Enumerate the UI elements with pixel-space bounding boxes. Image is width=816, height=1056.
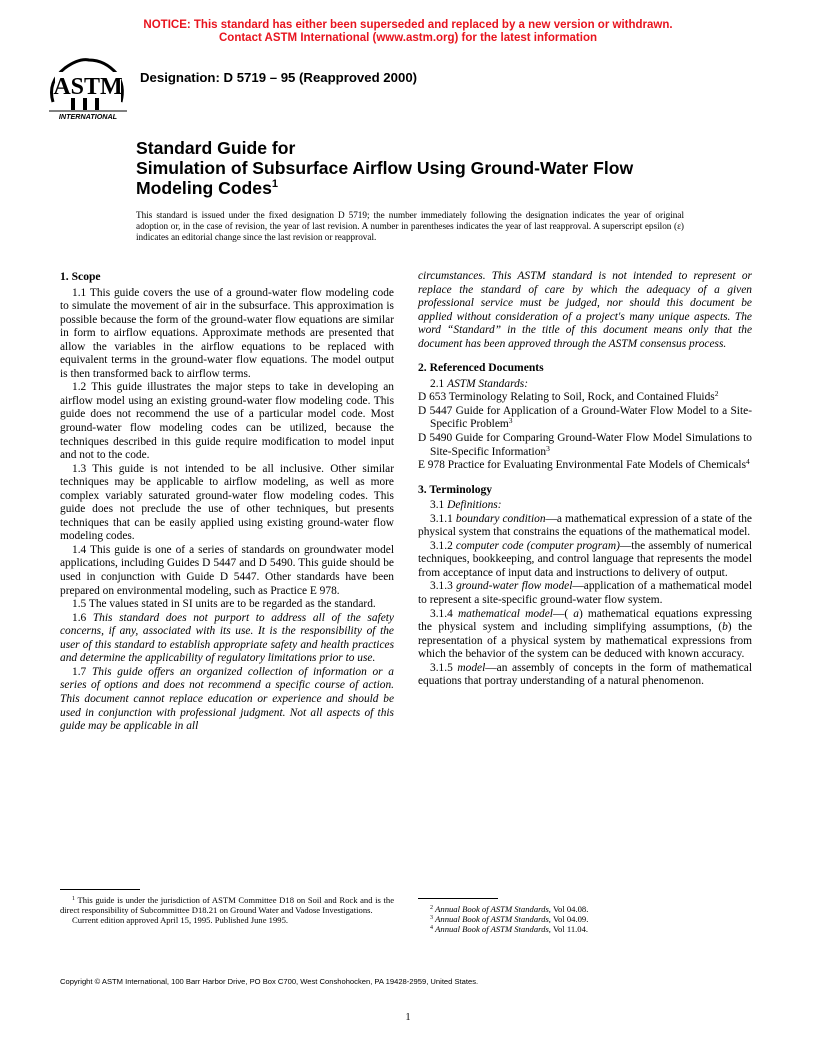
- left-column: [60, 270, 394, 734]
- paragraph-1-6-text: This standard does not purport to address all of the safety concerns, if any, associated with its use. It is the responsibility of the user of this standard to establish appropriate safety and health practices and determine the applicability of regulatory limitations prior to use.: [60, 611, 394, 665]
- page-number: 1: [405, 1012, 411, 1023]
- definition-item: 3.1.3 ground-water flow model—application of a mathematical model to represent a site-specific ground-water flow system.: [418, 580, 752, 607]
- paragraph-1-7-text: This guide offers an organized collection of information or a series of options and does not recommend a specific course of action. This document cannot replace education or experience and should be used in conjunction with professional judgment. Not all aspects of this guide may be applicable in all: [60, 665, 394, 733]
- footnote-1: $^1$ This guide is under the jurisdiction of ASTM Committee D18 on Soil and Rock and is the direct responsibility of Subcommittee D18.21 on Ground Water and Vadose Investigations.: [60, 895, 395, 915]
- designation: Designation: D 5719 – 95 (Reapproved 2000): [140, 70, 418, 85]
- paragraph-1-7-continued: [418, 270, 752, 351]
- footnote-item: $^4$ Annual Book of ASTM Standards, Vol 11.04.: [430, 924, 589, 934]
- logo-text: INTERNATIONAL: [58, 112, 118, 120]
- paragraph-1-6-number: 1.6: [72, 611, 87, 624]
- paragraph-1-2: 1.2 This guide illustrates the major steps to take in developing an airflow model using an existing ground-water flow modeling code. This guide does not recommend the use of a particular model code. Most ground-water flow modeling codes can be utilized, because the techniques described in this guide require modification to model input and not to the code.: [60, 381, 394, 462]
- footnote-1-edition: Current edition approved April 15, 1995. Published June 1995.: [72, 915, 289, 925]
- paragraph-2-1: [418, 378, 752, 392]
- document-title: [136, 138, 736, 198]
- paragraph-2-1-number: 2.1: [430, 377, 445, 390]
- paragraph-1-7-number: 1.7: [72, 665, 87, 678]
- paragraph-1-1: 1.1 This guide covers the use of a ground-water flow modeling code to simulate the movement of air in the subsurface. This approximation is possible because the form of the ground-water flow equations are similar in form to airflow equations. Approximate methods are presented that allow the variables in the airflow equations to be replaced with equivalent terms in the ground-water flow equations. The model output is then transformed back to airflow terms.: [60, 286, 394, 380]
- reference-item: E 978 Practice for Evaluating Environmental Fate Models of Chemicals$^4$: [418, 457, 750, 472]
- withdrawal-notice: [0, 19, 816, 45]
- paragraph-1-7: [60, 666, 394, 734]
- notice-line-2: Contact ASTM International (www.astm.org) for the latest information: [218, 32, 598, 44]
- section-heading-terminology: 3. Terminology: [418, 482, 493, 496]
- title-line-2: Simulation of Subsurface Airflow Using Ground-Water Flow: [136, 158, 634, 178]
- definition-item: 3.1.5 model—an assembly of concepts in the form of mathematical equations that portray understanding of a natural phenomenon.: [418, 661, 752, 688]
- title-line-3: [136, 178, 736, 198]
- title-line-3-text: Modeling Codes: [136, 178, 272, 198]
- definition-item: 3.1.1 boundary condition—a mathematical expression of a state of the physical system that constrains the equations of the mathematical model.: [418, 512, 752, 539]
- footnotes-right: [418, 898, 752, 934]
- svg-text:ASTM: ASTM: [53, 74, 123, 100]
- footnote-item: $^3$ Annual Book of ASTM Standards, Vol 04.09.: [430, 914, 589, 924]
- paragraph-3-1-text: Definitions:: [447, 499, 502, 512]
- reference-item: D 653 Terminology Relating to Soil, Rock, and Contained Fluids$^2$: [418, 389, 719, 404]
- right-column: [418, 270, 752, 689]
- paragraph-1-6: [60, 612, 394, 666]
- definition-item: 3.1.2 computer code (computer program)—the assembly of numerical techniques, bookkeeping, and control language that represents the model from acceptance of input data and instructions to delivery of output.: [418, 539, 752, 579]
- copyright-line: Copyright © ASTM International, 100 Barr Harbor Drive, PO Box C700, West Conshohocken, PA 19428-2959, United States.: [60, 977, 479, 986]
- paragraph-3-1: [418, 499, 752, 513]
- astm-logo: [45, 56, 131, 120]
- paragraph-2-1-text: ASTM Standards:: [447, 377, 529, 390]
- notice-line-1: NOTICE: This standard has either been superseded and replaced by a new version or withdrawn.: [143, 19, 673, 31]
- footnote-item: $^2$ Annual Book of ASTM Standards, Vol 04.08.: [430, 904, 589, 914]
- reference-item: D 5490 Guide for Comparing Ground-Water Flow Model Simulations to Site-Specific Information$^3$: [418, 432, 752, 458]
- paragraph-1-3: 1.3 This guide is not intended to be all inclusive. Other similar techniques may be applicable to airflow modeling, as well as more complex variably saturated ground-water flow modeling codes. This guide does not preclude the use of other techniques, but presents techniques that can be easily applied using existing ground-water flow modeling codes.: [60, 462, 394, 543]
- reference-item: D 5447 Guide for Application of a Ground-Water Flow Model to a Site-Specific Problem$^3$: [418, 404, 752, 431]
- paragraph-1-7-continued-text: circumstances. This ASTM standard is not intended to represent or replace the standard of care by which the adequacy of a given professional service must be judged, nor should this document be applied without consideration of a project's many unique aspects. The word “Standard” in the title of this document means only that the document has been approved through the ASTM consensus process.: [418, 270, 752, 350]
- paragraph-1-5: 1.5 The values stated in SI units are to be regarded as the standard.: [72, 598, 376, 611]
- definition-item: 3.1.4 mathematical model—( a) mathematical equations expressing the physical system and including simplifying assumptions, (b) the representation of a physical system by mathematical expressions from which the behavior of the system can be deduced with known accuracy.: [418, 607, 753, 661]
- section-heading-scope: 1. Scope: [60, 270, 101, 283]
- title-line-1: Standard Guide for: [136, 138, 296, 158]
- paragraph-1-4: 1.4 This guide is one of a series of standards on groundwater model applications, including Guides D 5447 and D 5490. This guide should be used in conjunction with Guide D 5447. Other standards have been prepared on environmental modeling, such as Practice E 978.: [60, 543, 394, 597]
- title-footnote-mark: 1: [271, 178, 278, 190]
- issuance-note: This standard is issued under the fixed designation D 5719; the number immediately following the designation indicates the year of original adoption or, in the case of revision, the year of last revision. A number in parentheses indicates the year of last reapproval. A superscript epsilon (ε) indicates an editorial change since the last revision or reapproval.: [136, 210, 684, 242]
- section-heading-referenced-documents: 2. Referenced Documents: [418, 361, 544, 375]
- astm-logo-icon: [45, 56, 131, 120]
- footnotes-left: [60, 889, 394, 925]
- paragraph-3-1-number: 3.1: [430, 499, 445, 512]
